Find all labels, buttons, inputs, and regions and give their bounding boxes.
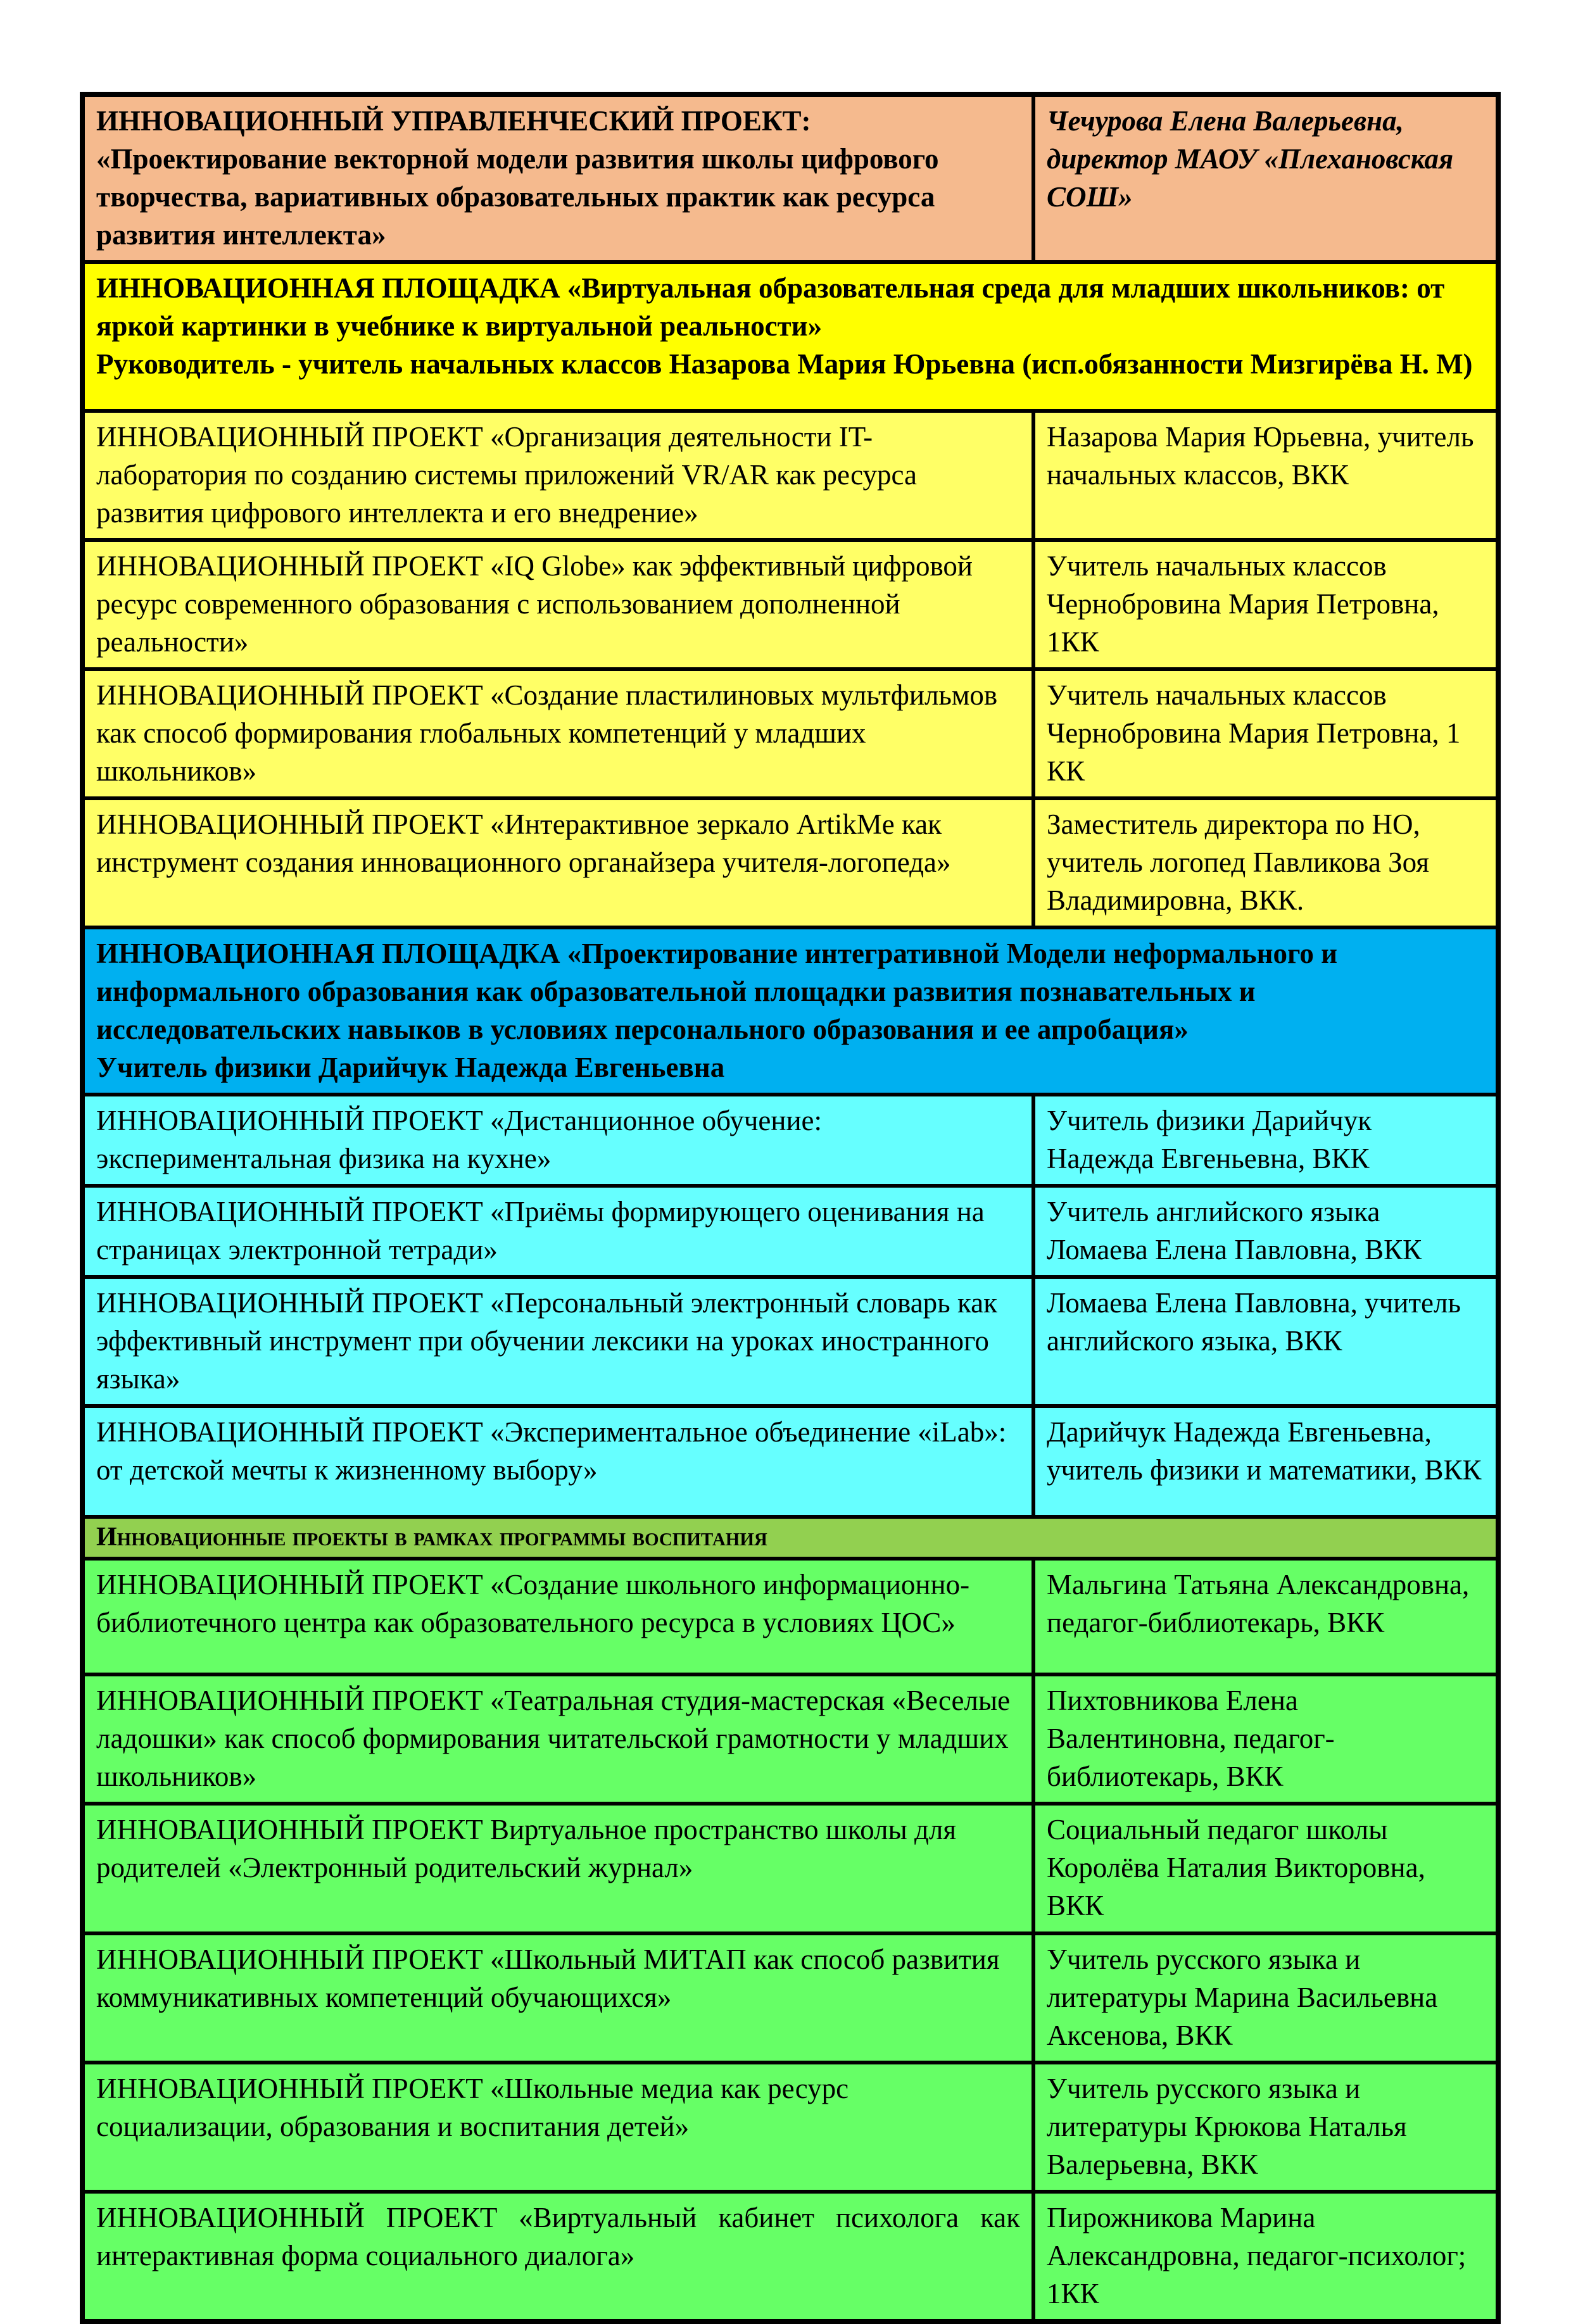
project-person: Заместитель директора по НО, учитель логопед Павликова Зоя Владимировна, ВКК. bbox=[1033, 798, 1498, 927]
project-person: Учитель начальных классов Чернобровина Мария Петровна, 1 КК bbox=[1033, 669, 1498, 798]
project-person: Учитель начальных классов Чернобровина Мария Петровна, 1КК bbox=[1033, 540, 1498, 669]
project-title: ИННОВАЦИОННЫЙ ПРОЕКТ «Дистанционное обучение: экспериментальная физика на кухне» bbox=[82, 1095, 1033, 1186]
project-title: ИННОВАЦИОННЫЙ ПРОЕКТ Виртуальное пространство школы для родителей «Электронный родительский журнал» bbox=[82, 1804, 1033, 1933]
project-person: Учитель физики Дарийчук Надежда Евгеньевна, ВКК bbox=[1033, 1095, 1498, 1186]
project-title: ИННОВАЦИОННЫЙ ПРОЕКТ «Экспериментальное объединение «iLab»: от детской мечты к жизненному выбору» bbox=[82, 1406, 1033, 1517]
project-person: Социальный педагог школы Королёва Наталия Викторовна, ВКК bbox=[1033, 1804, 1498, 1933]
project-person: Пирожникова Марина Александровна, педагог-психолог; 1КК bbox=[1033, 2192, 1498, 2321]
table-row bbox=[82, 798, 1498, 927]
platform-integrative-title: ИННОВАЦИОННАЯ ПЛОЩАДКА «Проектирование интегративной Модели неформального и информального образования как образовательной площадки развития познавательных и исследовательских навыков в условиях персонального образования и ее апробация» bbox=[96, 938, 1338, 1045]
table-row bbox=[82, 1933, 1498, 2063]
platform-virtual-header-row bbox=[82, 262, 1498, 411]
platform-integrative-header-cell bbox=[82, 927, 1498, 1095]
management-project-label: ИННОВАЦИОННЫЙ УПРАВЛЕНЧЕСКИЙ ПРОЕКТ: bbox=[96, 105, 811, 137]
project-title: ИННОВАЦИОННЫЙ ПРОЕКТ «Интерактивное зеркало ArtikMe как инструмент создания инновационного органайзера учителя-логопеда» bbox=[82, 798, 1033, 927]
platform-integrative-leader: Учитель физики Дарийчук Надежда Евгеньевна bbox=[96, 1052, 725, 1083]
table-row bbox=[82, 669, 1498, 798]
project-title: ИННОВАЦИОННЫЙ ПРОЕКТ «Школьные медиа как ресурс социализации, образования и воспитания детей» bbox=[82, 2063, 1033, 2192]
project-title: ИННОВАЦИОННЫЙ ПРОЕКТ «Виртуальный кабинет психолога как интерактивная форма социального диалога» bbox=[82, 2192, 1033, 2321]
vospitanie-band-row bbox=[82, 1517, 1498, 1559]
table-row bbox=[82, 1406, 1498, 1517]
project-person: Дарийчук Надежда Евгеньевна, учитель физики и математики, ВКК bbox=[1033, 1406, 1498, 1517]
table-row bbox=[82, 2192, 1498, 2321]
project-title: ИННОВАЦИОННЫЙ ПРОЕКТ «Театральная студия-мастерская «Веселые ладошки» как способ формирования читательской грамотности у младших школьников» bbox=[82, 1674, 1033, 1804]
table-row bbox=[82, 1804, 1498, 1933]
vospitanie-band-title: Инновационные проекты в рамках программы воспитания bbox=[82, 1517, 1498, 1559]
management-project-cell bbox=[82, 94, 1033, 262]
project-person: Учитель английского языка Ломаева Елена Павловна, ВКК bbox=[1033, 1186, 1498, 1277]
project-person: Учитель русского языка и литературы Марина Васильевна Аксенова, ВКК bbox=[1033, 1933, 1498, 2063]
project-title: ИННОВАЦИОННЫЙ ПРОЕКТ «IQ Globe» как эффективный цифровой ресурс современного образования с использованием дополненной реальности» bbox=[82, 540, 1033, 669]
project-person: Ломаева Елена Павловна, учитель английского языка, ВКК bbox=[1033, 1277, 1498, 1406]
management-project-title: «Проектирование векторной модели развития школы цифрового творчества, вариативных образовательных практик как ресурса развития интеллекта» bbox=[96, 143, 939, 251]
platform-virtual-title: ИННОВАЦИОННАЯ ПЛОЩАДКА «Виртуальная образовательная среда для младших школьников: от яркой картинки в учебнике к виртуальной реальности» bbox=[96, 272, 1445, 342]
table-row bbox=[82, 1186, 1498, 1277]
table-row bbox=[82, 1095, 1498, 1186]
project-title: ИННОВАЦИОННЫЙ ПРОЕКТ «Организация деятельности IT-лаборатория по созданию системы приложений VR/AR как ресурса развития цифрового интеллекта и его внедрение» bbox=[82, 411, 1033, 540]
table-row bbox=[82, 1559, 1498, 1674]
project-person: Назарова Мария Юрьевна, учитель начальных классов, ВКК bbox=[1033, 411, 1498, 540]
management-project-row bbox=[82, 94, 1498, 262]
project-title: ИННОВАЦИОННЫЙ ПРОЕКТ «Создание школьного информационно-библиотечного центра как образовательного ресурса в условиях ЦОС» bbox=[82, 1559, 1033, 1674]
table-row bbox=[82, 1277, 1498, 1406]
table-row bbox=[82, 540, 1498, 669]
project-person: Мальгина Татьяна Александровна, педагог-библиотекарь, ВКК bbox=[1033, 1559, 1498, 1674]
project-title: ИННОВАЦИОННЫЙ ПРОЕКТ «Создание пластилиновых мультфильмов как способ формирования глобальных компетенций у младших школьников» bbox=[82, 669, 1033, 798]
table-row bbox=[82, 411, 1498, 540]
platform-virtual-leader: Руководитель - учитель начальных классов Назарова Мария Юрьевна (исп.обязанности Мизгирёва Н. М) bbox=[96, 348, 1473, 380]
management-project-person: Чечурова Елена Валерьевна, директор МАОУ «Плехановская СОШ» bbox=[1033, 94, 1498, 262]
project-title: ИННОВАЦИОННЫЙ ПРОЕКТ «Приёмы формирующего оценивания на страницах электронной тетради» bbox=[82, 1186, 1033, 1277]
project-title: ИННОВАЦИОННЫЙ ПРОЕКТ «Школьный МИТАП как способ развития коммуникативных компетенций обучающихся» bbox=[82, 1933, 1033, 2063]
innovation-projects-table bbox=[80, 92, 1501, 2324]
platform-integrative-header-row bbox=[82, 927, 1498, 1095]
project-title: ИННОВАЦИОННЫЙ ПРОЕКТ «Персональный электронный словарь как эффективный инструмент при обучении лексики на уроках иностранного языка» bbox=[82, 1277, 1033, 1406]
project-person: Учитель русского языка и литературы Крюкова Наталья Валерьевна, ВКК bbox=[1033, 2063, 1498, 2192]
platform-virtual-header-cell bbox=[82, 262, 1498, 411]
table-row bbox=[82, 2063, 1498, 2192]
table-row bbox=[82, 1674, 1498, 1804]
project-person: Пихтовникова Елена Валентиновна, педагог-библиотекарь, ВКК bbox=[1033, 1674, 1498, 1804]
